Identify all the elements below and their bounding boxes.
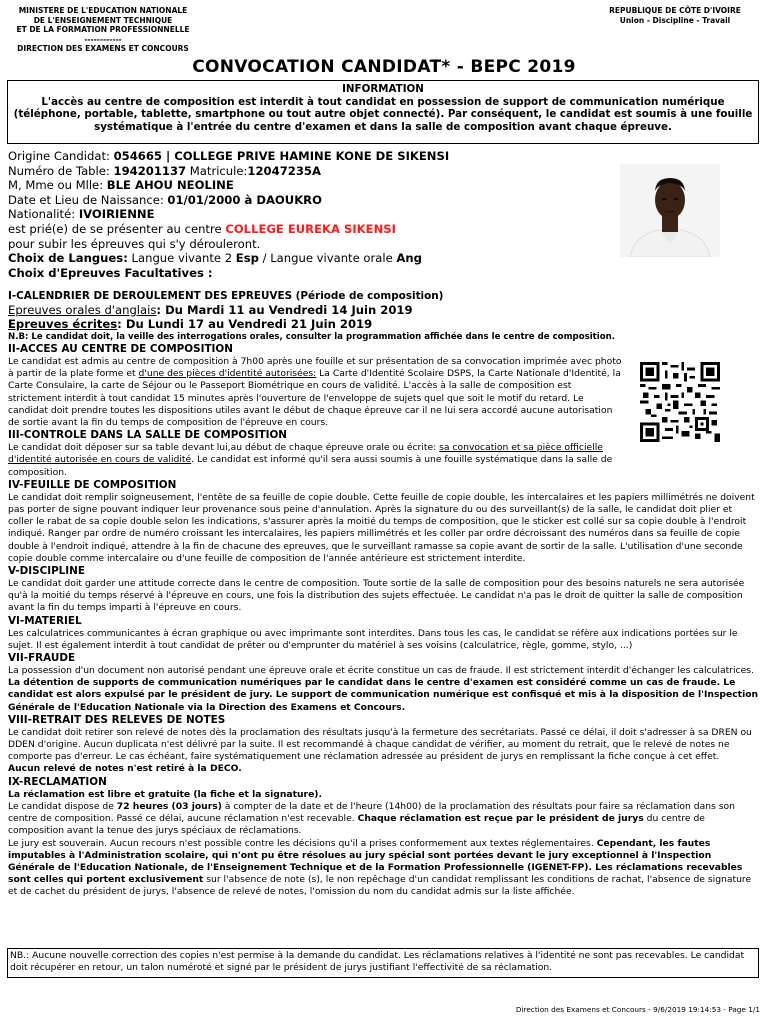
fraud-text-part: La possession d'un document non autorisé pendant une épreuve orale et écrite constitue un cas de fraude. Il est strictement interdit d'échanger les calculatrices.: [8, 665, 754, 677]
languages-label: Choix de Langues:: [8, 251, 128, 266]
oral-language-value: Ang: [396, 251, 422, 266]
claims-text-part: à compter de la date et de l'heure (14h00) de la proclamation des résultats pour faire sa réclamation dans son centre de composition. Passé ce délai, aucune réclamation n'est recevable.: [8, 800, 735, 825]
table-row: [8, 164, 608, 179]
composition-sheet-text: Le candidat doit remplir soigneusement, l'entête de sa feuille de copie double. Cette feuille de copie double, les intercalaires et les papiers millimétrés ne doivent pas porter de signe pouvant indiquer leur provenance sous peine d'annulation. Après la signature du ou des surveillant(s) de la salle, le candidat doit plier et coller le rabat de sa copie double selon les indications, s'assurer après la moitié du temps de composition, que le sticker est collé sur sa copie double à l'endroit indiqué. Ranger par ordre de numéro croissant les intercalaires, les papiers millimétrés et les coller par ordre décroissant des numéros dans sa feuille de copie double à l'endroit indiqué, attendre à la fin de chacune des epreuves, que le surveillant ramasse sa copie avant de sortir de la salle. L'utilisation d'une seconde copie double comme intercalaire ou d'une feuille de composition de l'année antérieure est strictement interdite.: [8, 491, 755, 564]
claims-free: La réclamation est libre et gratuite (la fiche et la signature).: [8, 788, 322, 800]
access-text-part: La Carte d'Identité Scolaire DSPS, la Carte Nationale d'Identité, la Carte Consulaire, la carte de Séjour ou le Passeport Biométrique en cours de validité. L'accès à la salle de composition est strictement interdit à tout candidat 15 minutes après l'ouverture de l'enveloppe de sujets quel que soit le motif du retard. Le candidat doit prendre toutes les dispositions utiles avant le début de chaque épreuve car il ne lui sera accordé aucune autorisation de sortie avant la fin du temps de composition de l'épreuve en cours.: [8, 368, 621, 429]
control-heading: III-CONTROLE DANS LA SALLE DE COMPOSITION: [8, 429, 287, 442]
fraud-text: [8, 665, 760, 714]
oral-language-label: Langue vivante orale: [270, 251, 397, 266]
table-label: Numéro de Table:: [8, 163, 114, 178]
birth-row: [8, 193, 608, 208]
calendar-heading: I-CALENDRIER DE DEROULEMENT DES EPREUVES (Période de composition): [8, 290, 444, 302]
center-row: [8, 222, 608, 237]
claims-jury-text: [8, 838, 760, 899]
ministry-line: MINISTERE DE L'EDUCATION NATIONALE: [18, 6, 188, 15]
written-exams-label: Epreuves écrites: [8, 317, 118, 331]
name-row: [8, 178, 608, 193]
written-exams-row: [8, 317, 760, 331]
header-separator: ------------: [84, 34, 122, 44]
birth-value: 01/01/2000 à DAOUKRO: [167, 192, 322, 207]
transcripts-heading: VIII-RETRAIT DES RELEVES DE NOTES: [8, 713, 226, 726]
matricule-value: 12047235A: [247, 163, 321, 178]
exam-center: COLLEGE EUREKA SIKENSI: [225, 221, 396, 236]
ministry-line: ET DE LA FORMATION PROFESSIONNELLE: [16, 25, 190, 35]
material-heading: VI-MATERIEL: [8, 614, 82, 627]
access-heading: II-ACCES AU CENTRE DE COMPOSITION: [8, 343, 233, 355]
access-text-part: Le candidat est admis au centre de composition à 7h00 après une fouille et sur présentation de sa convocation imprimée avec photo à partir de la plate forme et: [8, 356, 622, 380]
origin-value: 054665 | COLLEGE PRIVE HAMINE KONE DE SIKENSI: [113, 149, 450, 163]
oral-exams-label: Epreuves orales d'anglais: [8, 303, 157, 317]
claims-text-part: du centre de composition avant la tenue des jurys spéciaux de réclamations.: [8, 813, 705, 837]
republic-header: [590, 6, 760, 25]
fraud-text-bold: La détention de supports de communication numériques par le candidat dans le centre d'examen est considéré comme un cas de fraude. Le candidat est alors expulsé par le président de jury. Le support de communication numérique est confisqué et mis à la disposition de l'Inspection Générale de l'Education Nationale via la Direction des Examens et Concours.: [8, 677, 759, 713]
origin-row: [8, 149, 608, 164]
claims-deadline: 72 heures (03 jours): [116, 800, 222, 812]
written-exams-dates: : Du Lundi 17 au Vendredi 21 Juin 2019: [117, 317, 373, 331]
candidate-photo: [620, 164, 720, 257]
ministry-header: [8, 6, 198, 54]
claims-text-part: sur l'absence de note (s), le non repêchage d'un candidat remplissant les conditions de rachat, l'absence de signature et de cachet du président de jurys, l'absence de relevé de notes, l'omission du nom du candidat admis sur la liste affichée.: [8, 874, 752, 898]
transcripts-text: Le candidat doit retirer son relevé de notes dès la proclamation des résultats jusqu'à la fermeture des secrétariats. Passé ce délai, il doit s'adresser à sa DREN ou DDEN d'origine. Aucun duplicata n'est délivré par la suite. Il est recommandé à chaque candidat de vérifier, au moment du retrait, que le relevé de notes ne comporte pas d'erreur. Le cas échéant, faire systématiquement une réclamation adressée au président de jurys en remplissant la fiche conçue à cet effet.: [8, 726, 752, 763]
required-documents-text: sa convocation et sa pièce officielle d'identité autorisée en cours de validité: [8, 442, 603, 466]
direction-line: DIRECTION DES EXAMENS ET CONCOURS: [17, 44, 189, 54]
information-text: L'accès au centre de composition est interdit à tout candidat en possession de support de communication numérique (téléphone, portable, tablette, smartphone ou tout autre objet connecté). Par conséquent, le candidat est soumis à une fouille systématique à l'entrée du centre d'examen et dans la salle de composition avant chaque épreuve.: [13, 95, 753, 133]
information-heading: INFORMATION: [342, 83, 424, 95]
languages-separator: /: [258, 251, 271, 266]
matricule-label: Matricule:: [186, 163, 248, 178]
page-footer: Direction des Examens et Concours - 9/6/2019 19:14:53 - Page 1/1: [515, 1005, 760, 1014]
control-text-part: . Le candidat est informé qu'il sera aussi soumis à une fouille systématique dans la salle de composition.: [8, 454, 613, 478]
languages-row: [8, 251, 608, 266]
name-label: M, Mme ou Mlle:: [8, 178, 107, 193]
control-text: [8, 442, 626, 479]
optional-exams-label: Choix d'Epreuves Facultatives :: [8, 265, 213, 280]
republic-motto: Union - Discipline - Travail: [619, 15, 731, 25]
lv2-value: Esp: [235, 251, 259, 266]
claims-text-part: Le candidat dispose de: [8, 800, 117, 812]
discipline-heading: V-DISCIPLINE: [8, 565, 85, 578]
candidate-name: BLE AHOU NEOLINE: [106, 178, 234, 193]
center-prefix: est prié(e) de se présenter au centre: [8, 221, 226, 236]
origin-label: Origine Candidat:: [8, 149, 114, 163]
lv2-label: Langue vivante 2: [127, 251, 236, 266]
access-text: [8, 356, 626, 429]
document-title: CONVOCATION CANDIDAT* - BEPC 2019: [192, 57, 576, 77]
oral-exams-dates: : Du Mardi 11 au Vendredi 14 Juin 2019: [156, 303, 413, 317]
material-text: Les calculatrices communicantes à écran graphique ou avec imprimante sont interdites. Dans tous les cas, le candidat se réfère aux indications portées sur le sujet. Il est également interdit à tout candidat de prêter ou d'emprunter du matériel à ses voisins (calculatrice, règle, gomme, stylo, ...): [8, 627, 738, 651]
calendar-note: N.B: Le candidat doit, la veille des interrogations orales, consulter la programmation affichée dans le centre de composition.: [8, 332, 616, 342]
republic-name: REPUBLIQUE DE CÔTE D'IVOIRE: [609, 6, 741, 15]
nationality-label: Nationalité:: [8, 207, 79, 222]
claims-heading: IX-RECLAMATION: [8, 775, 107, 788]
information-box: [7, 80, 759, 144]
transcripts-note: Aucun relevé de notes n'est retiré à la DECO.: [8, 763, 242, 775]
nationality-row: [8, 207, 608, 222]
birth-label: Date et Lieu de Naissance:: [8, 192, 168, 207]
claims-text-part: Le jury est souverain. Aucun recours n'est possible contre les décisions qu'il a prises conformement aux textes réglementaires.: [8, 837, 597, 849]
center-suffix: pour subir les épreuves qui s'y dérouleront.: [8, 236, 261, 251]
ministry-line: DE L'ENSEIGNEMENT TECHNIQUE: [33, 15, 173, 25]
claims-exceptional-jury: Cependant, les fautes imputables à l'Administration scolaire, qui n'ont pu être résolues au jury spécial sont portées devant le jury exceptionnel à l'Inspection Générale de l'Education Nationale, de l'Enseignement Technique et de la Formation Professionnelle (IGENET-FP). Les réclamations recevables sont celles qui portent exclusivement: [8, 837, 743, 886]
table-number: 194201137: [113, 163, 187, 178]
id-documents-link-text: d'une des pièces d'identité autorisées:: [138, 368, 317, 380]
nb-box: NB.: Aucune nouvelle correction des copies n'est permise à la demande du candidat. Les réclamations relatives à l'identité ne sont pas recevables. Le candidat doit récupérer en retour, un talon numéroté et signé par le président de jurys justifiant l'effectivité de sa réclamation.: [7, 948, 759, 978]
nationality-value: IVOIRIENNE: [78, 207, 155, 222]
claims-receiver: Chaque réclamation est reçue par le président de jurys: [357, 813, 644, 825]
discipline-text: Le candidat doit garder une attitude correcte dans le centre de composition. Toute sortie de la salle de composition pour des besoins naturels ne sera autorisée qu'à la moitié du temps réservé à l'épreuve en cours, une fois la distribution des sujets effectuée. Le candidat n'a pas le droit de quitter la salle de composition avant la fin du temps imparti à l'épreuve en cours.: [8, 578, 745, 614]
control-text-part: Le candidat doit déposer sur sa table devant lui,au début de chaque épreuve orale ou écrite:: [8, 442, 440, 454]
fraud-heading: VII-FRAUDE: [8, 652, 76, 665]
candidate-details: [8, 149, 608, 280]
composition-sheet-heading: IV-FEUILLE DE COMPOSITION: [8, 478, 177, 491]
instructions: [8, 290, 760, 899]
oral-exams-row: [8, 303, 760, 317]
claims-deadline-text: [8, 801, 760, 838]
